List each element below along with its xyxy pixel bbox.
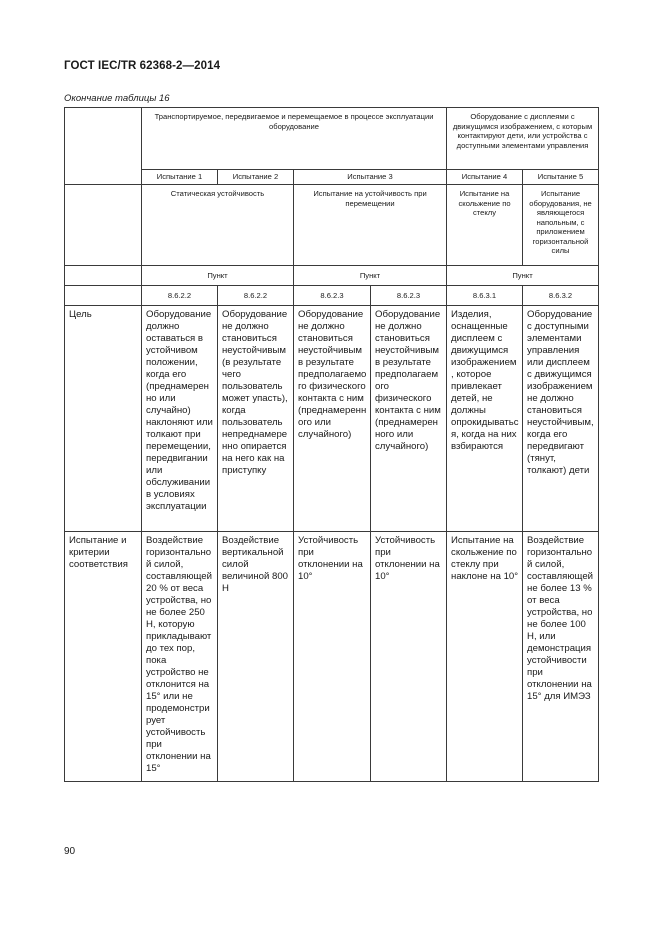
test-2-header: Испытание 2 <box>218 170 294 185</box>
table-cell: Воздействие горизонтальной силой, составляющей 20 % от веса устройства, но не более 250 Н, которую прикладывают до тех пор, пока устройство не отклонится на 15° или не продемонстрирует устойчивость при отклонении на 15° <box>142 532 218 782</box>
clause-number: 8.6.2.3 <box>294 286 371 306</box>
test-title-moving: Испытание на устойчивость при перемещении <box>294 185 447 266</box>
table-cell: Испытание на скольжение по стеклу при наклоне на 10° <box>447 532 523 782</box>
punkt-label: Пункт <box>294 266 447 286</box>
clause-number: 8.6.2.2 <box>142 286 218 306</box>
corner-cell <box>65 108 142 185</box>
table-caption: Окончание таблицы 16 <box>64 93 170 104</box>
clause-number: 8.6.2.2 <box>218 286 294 306</box>
table-cell: Изделия, оснащенные дисплеем с движущимся изображением, которое привлекает детей, не должны опрокидываться, когда на них взбираются <box>447 306 523 532</box>
page-number: 90 <box>64 846 76 857</box>
table-cell: Оборудование не должно становиться неустойчивым в результате предполагаемого физического контакта с ним (преднамеренного или случайного) <box>371 306 447 532</box>
clause-number: 8.6.3.1 <box>447 286 523 306</box>
test-title-slide: Испытание на скольжение по стеклу <box>447 185 523 266</box>
table-cell: Устойчивость при отклонении на 10° <box>371 532 447 782</box>
punkt-label: Пункт <box>447 266 599 286</box>
table-row <box>65 306 599 532</box>
test-title-static: Статическая устойчивость <box>142 185 294 266</box>
table-cell: Оборудование должно оставаться в устойчивом положении, когда его (преднамеренно или случайно) наклоняют или толкают при перемещении, передвигании или обслуживании в условиях эксплуатации <box>142 306 218 532</box>
clause-number: 8.6.3.2 <box>523 286 599 306</box>
test-3-header: Испытание 3 <box>294 170 447 185</box>
table-cell: Устойчивость при отклонении на 10° <box>294 532 371 782</box>
row-label: Цель <box>65 306 142 532</box>
group-header-row <box>65 108 599 170</box>
table-row <box>65 532 599 782</box>
clause-row <box>65 286 599 306</box>
table-cell: Оборудование не должно становиться неустойчивым (в результате чего пользователь может упасть), когда пользователь непреднамеренно опирается на него как на приступку <box>218 306 294 532</box>
punkt-label: Пункт <box>142 266 294 286</box>
table-cell: Оборудование не должно становиться неустойчивым в результате предполагаемого физического контакта с ним (преднамеренного или случайного) <box>294 306 371 532</box>
table-cell: Воздействие горизонтальной силой, составляющей не более 13 % от веса устройства, но не более 100 Н, или демонстрация устойчивости при отклонении на 15° для ИМЭЗ <box>523 532 599 782</box>
empty-label-cell <box>65 185 142 266</box>
document-header: ГОСТ IEC/TR 62368-2—2014 <box>64 60 221 72</box>
empty-label-cell <box>65 286 142 306</box>
group-transport-header: Транспортируемое, передвигаемое и перемещаемое в процессе эксплуатации оборудование <box>142 108 447 170</box>
group-display-header: Оборудование с дисплеями с движущимся изображением, с которым контактируют дети, или устройства с доступными элементами управления <box>447 108 599 170</box>
table-cell: Оборудование с доступными элементами управления или дисплеем с движущимся изображением не должно становиться неустойчивым, когда его передвигают (тянут, толкают) дети <box>523 306 599 532</box>
punkt-row <box>65 266 599 286</box>
row-label: Испытание и критерии соответствия <box>65 532 142 782</box>
test-title-horizontal-force: Испытание оборудования, не являющегося напольным, с приложением горизонтальной силы <box>523 185 599 266</box>
test-4-header: Испытание 4 <box>447 170 523 185</box>
empty-label-cell <box>65 266 142 286</box>
test-number-row <box>65 170 599 185</box>
specification-table <box>64 107 599 782</box>
table-cell: Воздействие вертикальной силой величиной 800 Н <box>218 532 294 782</box>
test-1-header: Испытание 1 <box>142 170 218 185</box>
clause-number: 8.6.2.3 <box>371 286 447 306</box>
test-5-header: Испытание 5 <box>523 170 599 185</box>
test-title-row <box>65 185 599 266</box>
